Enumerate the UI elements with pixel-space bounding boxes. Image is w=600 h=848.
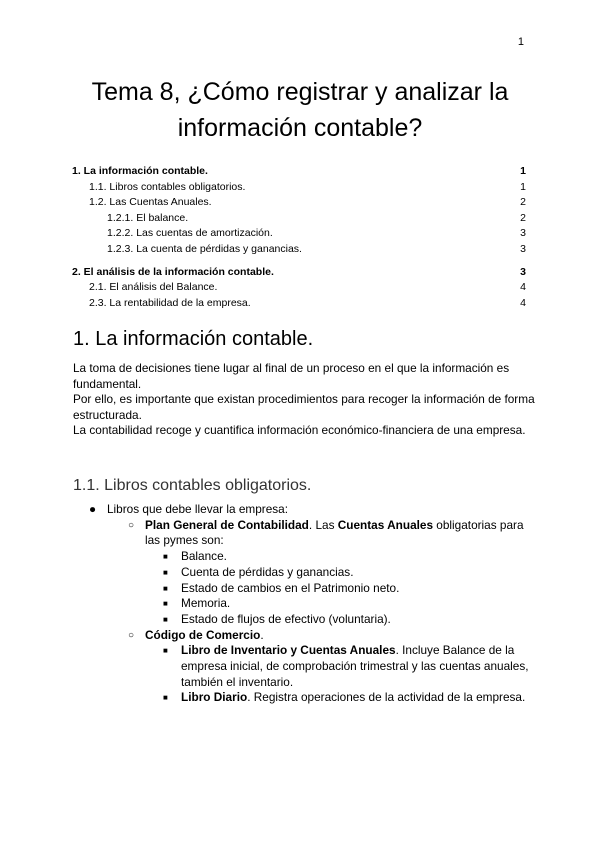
toc-entry-1-2-1[interactable]: 1.2.1. El balance. 2 (107, 211, 526, 224)
toc-entry-2-1[interactable]: 2.1. El análisis del Balance. 4 (89, 281, 526, 294)
list-item: ● Libros que debe llevar la empresa: (89, 502, 288, 516)
books-list (73, 502, 533, 706)
title-line-2: información contable? (177, 114, 423, 142)
toc-entry-1-1[interactable]: 1.1. Libros contables obligatorios. 1 (89, 180, 526, 193)
list-item: ■ Estado de cambios en el Patrimonio neto. (163, 580, 400, 595)
square-bullet-icon: ■ (163, 567, 168, 577)
table-of-contents (72, 164, 526, 311)
square-bullet-icon: ■ (163, 583, 168, 593)
toc-entry-2[interactable]: 2. El análisis de la información contable. 3 (72, 265, 526, 278)
square-bullet-icon: ■ (163, 693, 168, 703)
toc-entry-2-3[interactable]: 2.3. La rentabilidad de la empresa. 4 (89, 296, 526, 309)
page-number: 1 (517, 36, 524, 48)
section-1-body (73, 361, 535, 439)
list-item: ■ Estado de flujos de efectivo (voluntaria). (163, 611, 391, 626)
toc-entry-1-2-2[interactable]: 1.2.2. Las cuentas de amortización. 3 (107, 227, 526, 240)
title-line-1: Tema 8, ¿Cómo registrar y analizar la (91, 78, 509, 106)
document-title (60, 74, 540, 146)
bullet-icon: ● (89, 502, 97, 516)
paragraph: La toma de decisiones tiene lugar al final de un proceso en el que la información es fundamental. (73, 361, 510, 391)
toc-entry-1[interactable]: 1. La información contable. 1 (72, 165, 526, 177)
square-bullet-icon: ■ (163, 599, 168, 609)
list-item: ○ Código de Comercio. (128, 627, 264, 642)
list-item: ■ Libro Diario. Registra operaciones de la actividad de la empresa. (163, 690, 526, 705)
list-item: ■ Cuenta de pérdidas y ganancias. (163, 564, 354, 579)
paragraph: La contabilidad recoge y cuantifica información económico-financiera de una empresa. (73, 423, 526, 438)
square-bullet-icon: ■ (163, 646, 168, 656)
section-1-1-heading: 1.1. Libros contables obligatorios. (73, 477, 312, 494)
list-item: ■ Memoria. (163, 596, 231, 611)
circle-bullet-icon: ○ (128, 629, 135, 641)
toc-entry-1-2[interactable]: 1.2. Las Cuentas Anuales. 2 (89, 196, 526, 209)
list-item: ■ Libro de Inventario y Cuentas Anuales. Incluye Balance de la empresa inicial, de comprobación trimestral y las cuentas anuales, también el inventario. (163, 643, 529, 689)
square-bullet-icon: ■ (163, 614, 168, 624)
circle-bullet-icon: ○ (128, 519, 135, 531)
section-1-heading: 1. La información contable. (73, 328, 314, 350)
list-item: ■ Balance. (163, 549, 227, 564)
list-item: ○ Plan General de Contabilidad. Las Cuentas Anuales obligatorias para las pymes son: (128, 517, 524, 548)
toc-entry-1-2-3[interactable]: 1.2.3. La cuenta de pérdidas y ganancias. 3 (107, 242, 526, 255)
square-bullet-icon: ■ (163, 552, 168, 562)
paragraph: Por ello, es importante que existan procedimientos para recoger la información de forma estructurada. (73, 392, 535, 422)
